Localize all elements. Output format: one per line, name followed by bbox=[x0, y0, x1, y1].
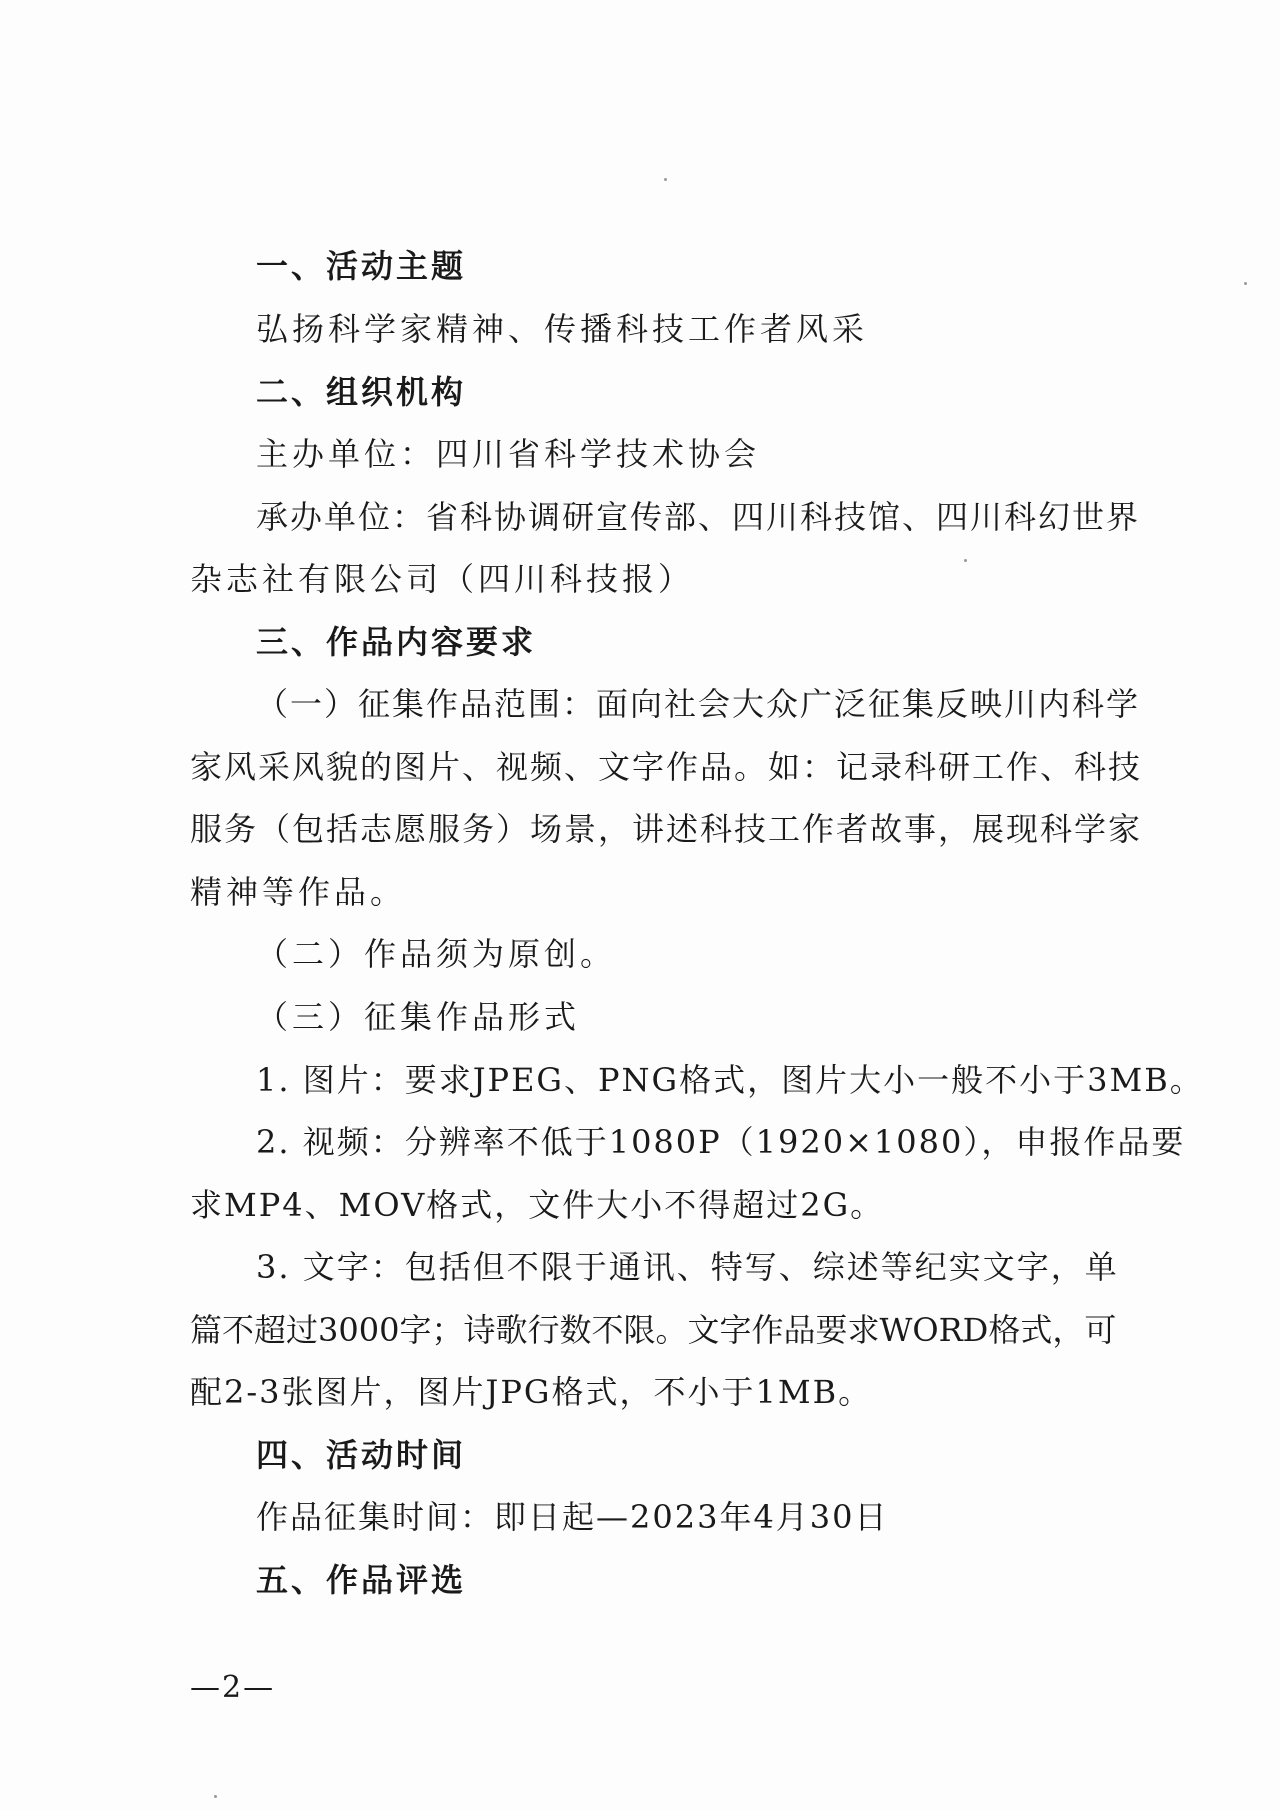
scan-speck bbox=[964, 559, 967, 562]
paragraph-line: （三）征集作品形式 bbox=[256, 998, 581, 1036]
paragraph-line: 1. 图片：要求JPEG、PNG格式，图片大小一般不小于3MB。 bbox=[256, 1061, 1204, 1099]
section-heading-time: 四、活动时间 bbox=[256, 1436, 467, 1474]
paragraph-line: 弘扬科学家精神、传播科技工作者风采 bbox=[256, 310, 869, 348]
section-heading-evaluation: 五、作品评选 bbox=[256, 1561, 467, 1599]
paragraph-line: 精神等作品。 bbox=[190, 873, 407, 911]
paragraph-line: 服务（包括志愿服务）场景，讲述科技工作者故事，展现科学家 bbox=[190, 810, 1143, 848]
scan-speck bbox=[214, 1795, 217, 1798]
paragraph-line: 杂志社有限公司（四川科技报） bbox=[190, 560, 695, 598]
paragraph-line: （一）征集作品范围：面向社会大众广泛征集反映川内科学 bbox=[256, 685, 1141, 723]
section-heading-theme: 一、活动主题 bbox=[256, 247, 467, 285]
paragraph-line: （二）作品须为原创。 bbox=[256, 935, 617, 973]
scan-speck bbox=[664, 178, 667, 181]
paragraph-line: 作品征集时间：即日起—2023年4月30日 bbox=[256, 1498, 889, 1536]
paragraph-line: 承办单位：省科协调研宣传部、四川科技馆、四川科幻世界 bbox=[256, 498, 1141, 536]
paragraph-line: 求MP4、MOV格式，文件大小不得超过2G。 bbox=[190, 1186, 885, 1224]
paragraph-line: 2. 视频：分辨率不低于1080P（1920×1080），申报作品要 bbox=[256, 1123, 1186, 1161]
page-number: —2— bbox=[190, 1670, 276, 1705]
paragraph-line: 配2-3张图片，图片JPG格式，不小于1MB。 bbox=[190, 1373, 873, 1411]
paragraph-line: 篇不超过3000字；诗歌行数不限。文字作品要求WORD格式，可 bbox=[190, 1311, 1117, 1349]
paragraph-line: 主办单位：四川省科学技术协会 bbox=[256, 435, 761, 473]
section-heading-requirements: 三、作品内容要求 bbox=[256, 623, 537, 661]
paragraph-line: 3. 文字：包括但不限于通讯、特写、综述等纪实文字，单 bbox=[256, 1248, 1119, 1286]
section-heading-organization: 二、组织机构 bbox=[256, 373, 467, 411]
paragraph-line: 家风采风貌的图片、视频、文字作品。如：记录科研工作、科技 bbox=[190, 748, 1143, 786]
scan-speck bbox=[1244, 282, 1247, 285]
